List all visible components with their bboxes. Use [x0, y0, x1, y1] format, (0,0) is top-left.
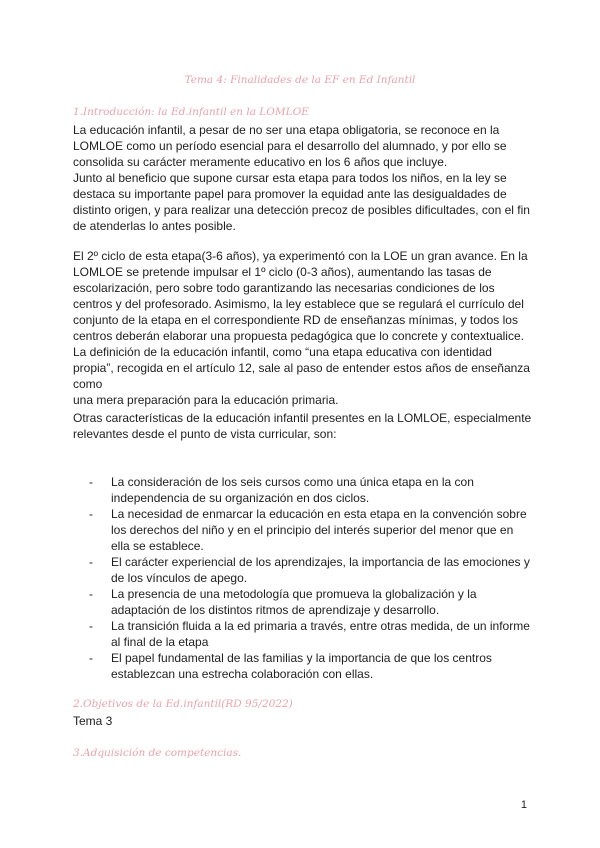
section-2-heading: 2.Objetivos de la Ed.infantil(RD 95/2022): [73, 698, 293, 710]
list-item: [73, 618, 533, 650]
paragraph: La educación infantil, a pesar de no ser una etapa obligatoria, se reconoce en la LOMLOE como un período esencial para el desarrollo del alumnado, y por ello se consolida su carácter meramente educativo en los 6 años que incluye.: [73, 123, 507, 169]
characteristics-list: [73, 474, 533, 682]
section-1-body: [73, 248, 533, 408]
list-item-text: El papel fundamental de las familias y la importancia de que los centros establezcan una estrecha colaboración con ellas.: [111, 651, 492, 681]
section-1-intro: [73, 122, 533, 234]
list-item: [73, 506, 533, 554]
list-dash: -: [89, 475, 93, 489]
list-item-text: El carácter experiencial de los aprendizajes, la importancia de las emociones y de los vínculos de apego.: [111, 555, 530, 585]
list-dash: -: [89, 587, 93, 601]
paragraph: Otras características de la educación infantil presentes en la LOMLOE, especialmente relevantes desde el punto de vista curricular, son:: [73, 411, 532, 441]
list-dash: -: [89, 619, 93, 633]
paragraph: Junto al beneficio que supone cursar esta etapa para todos los niños, en la ley se destaca su importante papel para promover la equidad ante las desigualdades de distinto origen, y para realizar una detección precoz de posibles dificultades, con el fin de atenderlas lo antes posible.: [73, 171, 530, 233]
section-3-heading: 3.Adquisición de competencias.: [73, 747, 242, 759]
section-1-heading: 1.Introducción: la Ed.infantil en la LOMLOE: [73, 106, 309, 118]
list-item: [73, 554, 533, 586]
paragraph: El 2º ciclo de esta etapa(3-6 años), ya experimentó con la LOE un gran avance. En la LOMLOE se pretende impulsar el 1º ciclo (0-3 años), aumentando las tasas de escolarización, pero sobre todo garantizando las necesarias condiciones de los centros y del profesorado. Asimismo, la ley establece que se regulará el currículo del conjunto de la etapa en el correspondiente RD de enseñanzas mínimas, y todos los centros deberán elaborar una propuesta pedagógica que lo concrete y contextualice.: [73, 249, 528, 343]
list-item-text: La transición fluida a la ed primaria a través, entre otras medida, de un informe al final de la etapa: [111, 619, 530, 649]
page-number: 1: [520, 799, 527, 811]
list-dash: -: [89, 507, 93, 521]
document-title: Tema 4: Finalidades de la EF en Ed Infantil: [184, 74, 416, 86]
section-2-text: Tema 3: [73, 714, 113, 728]
list-item: [73, 586, 533, 618]
list-item-text: La necesidad de enmarcar la educación en esta etapa en la convención sobre los derechos del niño y en el principio del interés superior del menor que en ella se establece.: [111, 507, 527, 553]
list-item-text: La consideración de los seis cursos como una única etapa en la con independencia de su organización en dos ciclos.: [111, 475, 474, 505]
list-item: [73, 650, 533, 682]
list-dash: -: [89, 651, 93, 665]
paragraph: La definición de la educación infantil, como “una etapa educativa con identidad propia”, recogida en el artículo 12, sale al paso de entender estos años de enseñanza como: [73, 345, 530, 391]
list-item-text: La presencia de una metodología que promueva la globalización y la adaptación de los distintos ritmos de aprendizaje y desarrollo.: [111, 587, 477, 617]
list-item: [73, 474, 533, 506]
list-intro: [73, 410, 533, 442]
paragraph: una mera preparación para la educación primaria.: [73, 393, 339, 407]
list-dash: -: [89, 555, 93, 569]
